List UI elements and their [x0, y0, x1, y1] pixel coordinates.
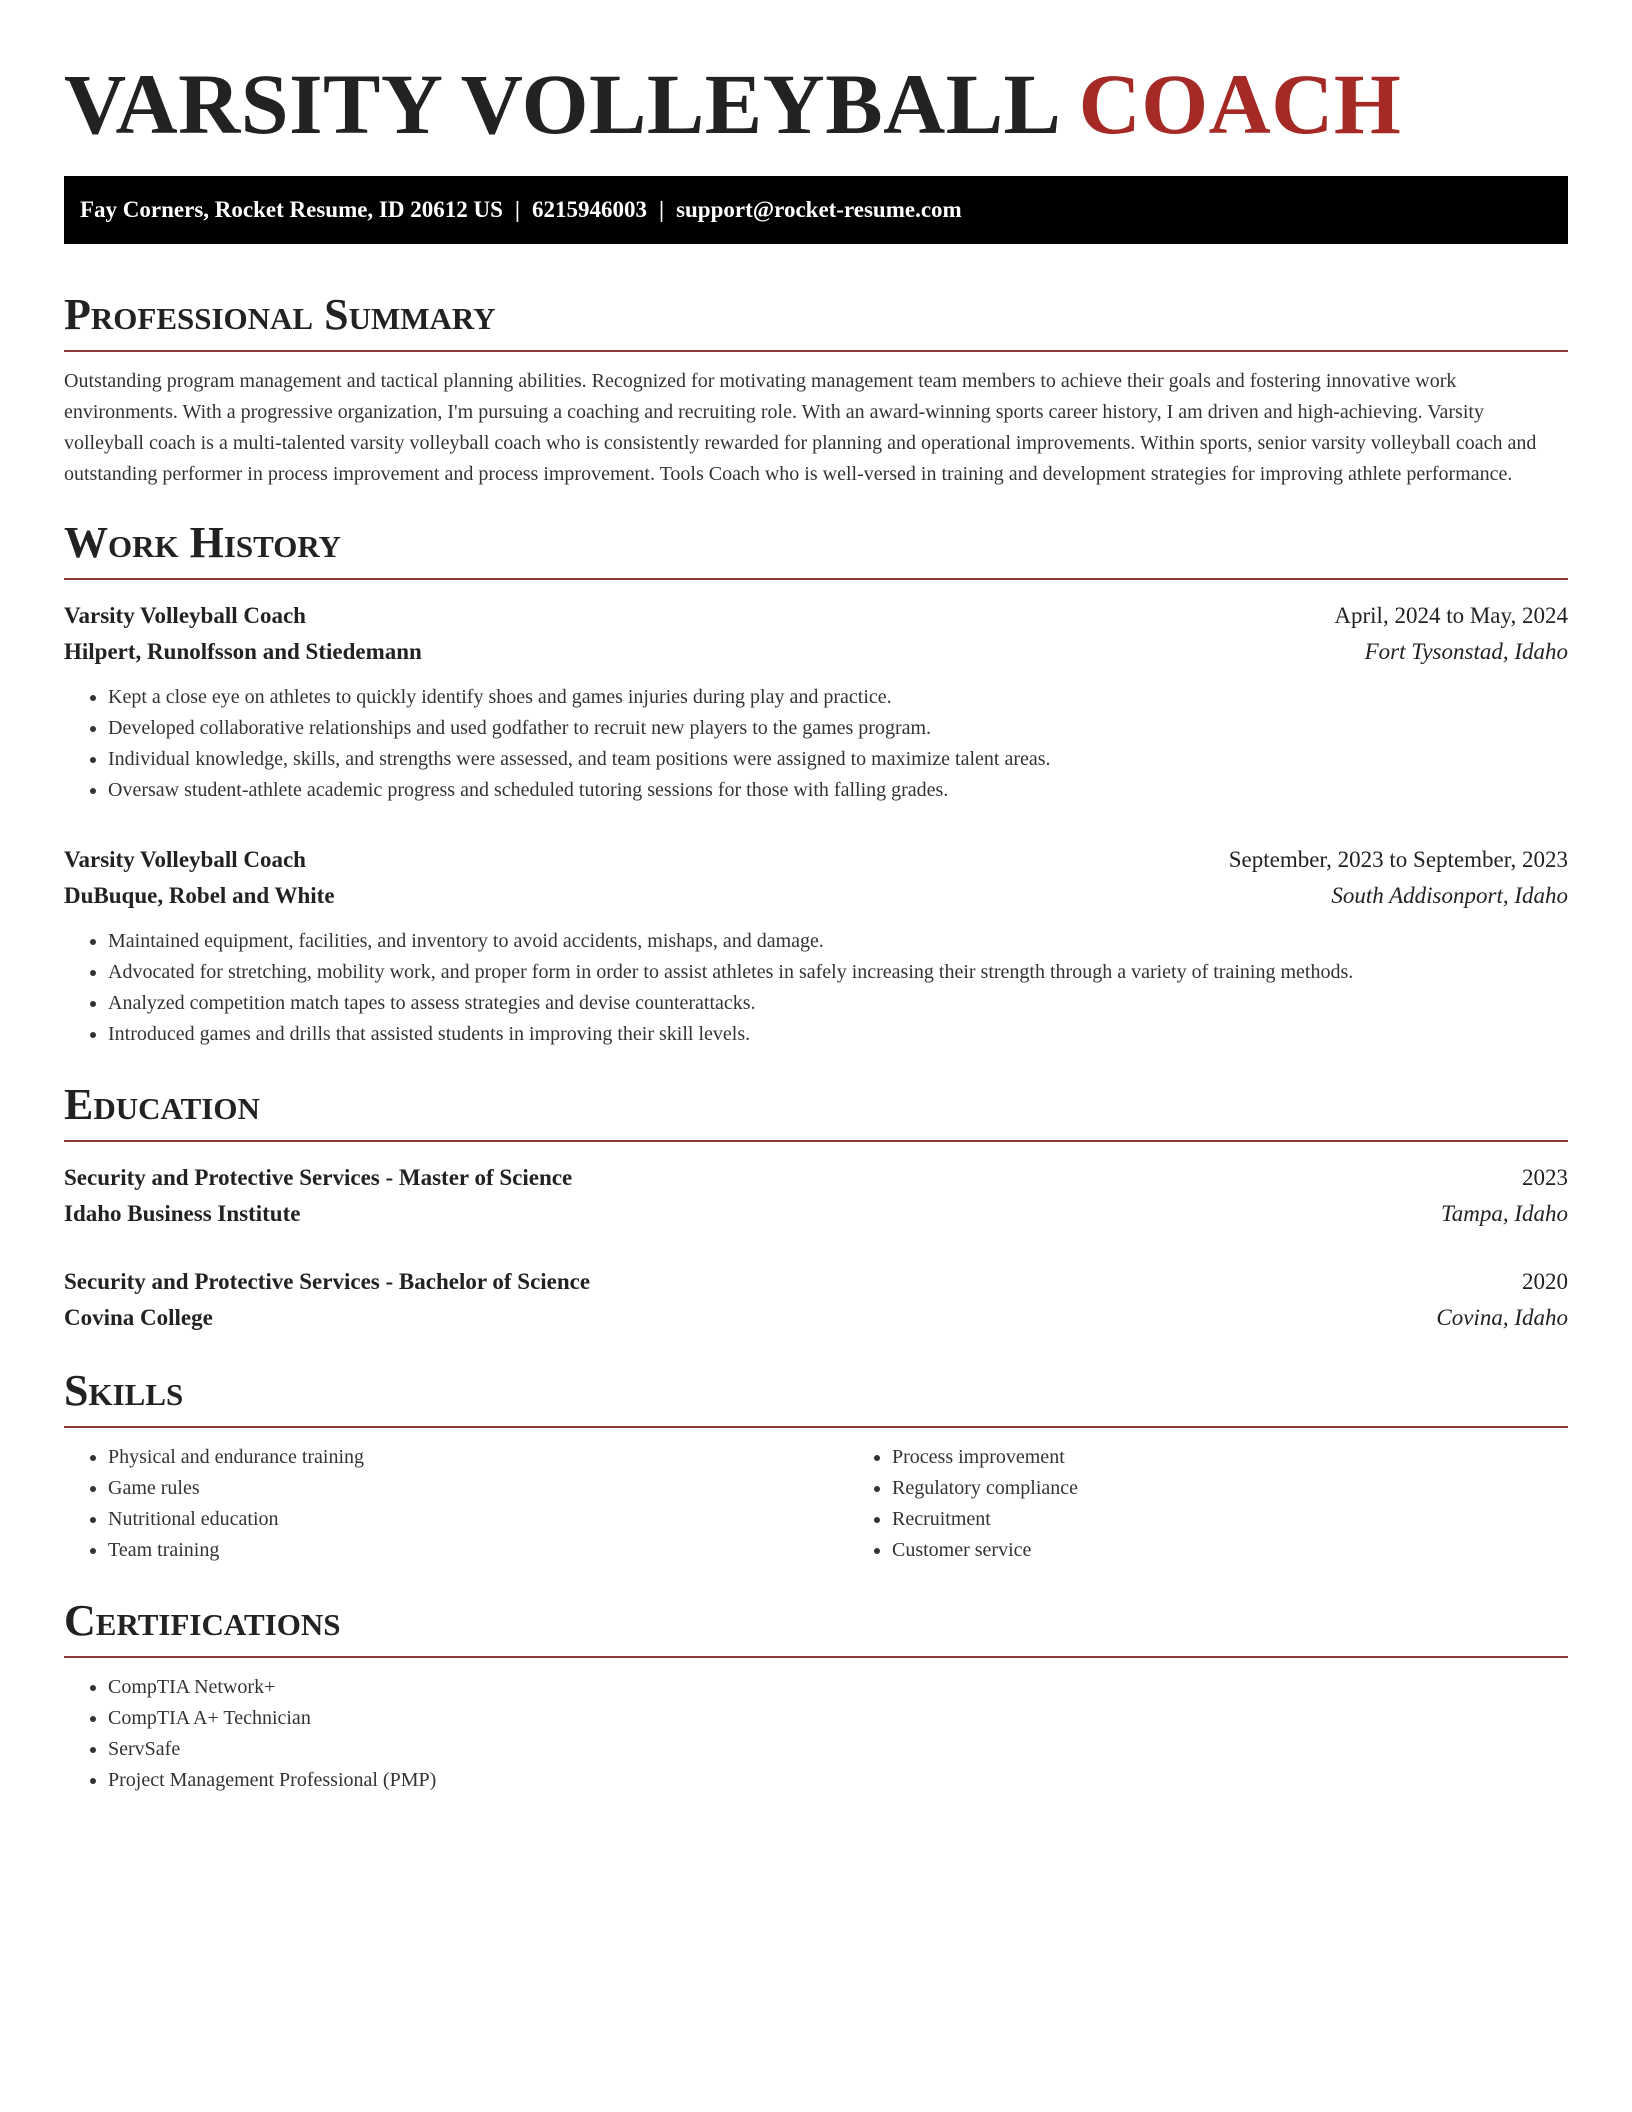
section-divider [64, 1140, 1568, 1142]
resume-page [64, 0, 1568, 1796]
list-item: • Maintained equipment, facilities, and inventory to avoid accidents, mishaps, and damage. [108, 926, 1568, 957]
certification-item: • CompTIA Network+ [108, 1672, 1568, 1703]
contact-bar [64, 176, 1568, 244]
job-company-row [64, 878, 1568, 914]
skills-section [64, 1362, 1568, 1566]
work-history-section [64, 514, 1568, 1050]
education-entry [64, 1264, 1568, 1336]
list-item: • Kept a close eye on athletes to quickly identify shoes and games injuries during play and practice. [108, 682, 1568, 713]
list-item: • Oversaw student-athlete academic progress and scheduled tutoring sessions for those with falling grades. [108, 775, 1568, 806]
list-item: • Analyzed competition match tapes to assess strategies and devise counterattacks. [108, 988, 1568, 1019]
summary-text: Outstanding program management and tactical planning abilities. Recognized for motivating management team members to achieve their goals and fostering innovative work environments. With a progressive organization, I'm pursuing a coaching and recruiting role. With an award-winning sports career history, I am driven and high-achieving. Varsity volleyball coach is a multi-talented varsity volleyball coach who is consistently rewarded for planning and operational improvements. Within sports, senior varsity volleyball coach and outstanding performer in process improvement and process improvement. Tools Coach who is well-versed in training and development strategies for improving athlete performance. [64, 370, 1537, 485]
skill-item: • Recruitment [892, 1504, 1632, 1535]
section-divider [64, 578, 1568, 580]
certification-item: • CompTIA A+ Technician [108, 1703, 1568, 1734]
job-location: South Addisonport, Idaho [1331, 883, 1568, 908]
section-divider [64, 350, 1568, 352]
section-divider [64, 1426, 1568, 1428]
list-item: • Developed collaborative relationships and used godfather to recruit new players to the games program. [108, 713, 1568, 744]
education-school: Covina College [64, 1305, 213, 1330]
job-dates: September, 2023 to September, 2023 [1228, 847, 1568, 872]
education-degree-row [64, 1264, 1568, 1300]
certifications-list [64, 1672, 1568, 1796]
job-company: Hilpert, Runolfsson and Stiedemann [64, 639, 422, 664]
skill-item: • Team training [108, 1535, 848, 1566]
job-dates: April, 2024 to May, 2024 [1334, 603, 1568, 628]
skill-item: • Customer service [892, 1535, 1632, 1566]
job-title: Varsity Volleyball Coach [64, 847, 306, 872]
skill-item: • Game rules [108, 1473, 848, 1504]
education-year: 2023 [1522, 1165, 1568, 1190]
skills-grid [64, 1442, 1568, 1566]
contact-email[interactable]: support@rocket-resume.com [676, 197, 962, 222]
education-degree-row [64, 1160, 1568, 1196]
education-school-row [64, 1196, 1568, 1232]
contact-separator: | [658, 197, 665, 222]
skill-item: • Physical and endurance training [108, 1442, 848, 1473]
list-item: • Individual knowledge, skills, and strengths were assessed, and team positions were assigned to maximize talent areas. [108, 744, 1568, 775]
list-item: • Advocated for stretching, mobility work, and proper form in order to assist athletes in safely increasing their strength through a variety of training methods. [108, 957, 1568, 988]
list-item: • Introduced games and drills that assisted students in improving their skill levels. [108, 1019, 1568, 1050]
education-location: Tampa, Idaho [1441, 1201, 1568, 1226]
education-section [64, 1076, 1568, 1336]
education-degree: Security and Protective Services - Bachelor of Science [64, 1269, 591, 1294]
job-duties-list [64, 926, 1568, 1050]
job-company: DuBuque, Robel and White [64, 883, 335, 908]
job-duties-list [64, 682, 1568, 806]
job-title: Varsity Volleyball Coach [64, 603, 306, 628]
education-entry [64, 1160, 1568, 1232]
job-entry [64, 842, 1568, 1050]
education-degree: Security and Protective Services - Master of Science [64, 1165, 573, 1190]
contact-separator: | [514, 197, 520, 222]
section-heading-skills: Skills [64, 1366, 184, 1415]
summary-section [64, 286, 1568, 490]
job-header-row [64, 598, 1568, 634]
job-header-row [64, 842, 1568, 878]
title-accent: COACH [1078, 56, 1402, 152]
certification-item: • ServSafe [108, 1734, 1568, 1765]
skill-item: • Process improvement [892, 1442, 1632, 1473]
skills-list-right [848, 1442, 1632, 1566]
section-divider [64, 1656, 1568, 1658]
job-location: Fort Tysonstad, Idaho [1364, 639, 1568, 664]
job-company-row [64, 634, 1568, 670]
education-school-row [64, 1300, 1568, 1336]
section-heading-work-history: Work History [64, 518, 342, 567]
contact-phone: 6215946003 [531, 197, 647, 222]
skill-item: • Nutritional education [108, 1504, 848, 1535]
section-heading-certifications: Certifications [64, 1596, 341, 1645]
contact-address: Fay Corners, Rocket Resume, ID 20612 US [80, 197, 503, 222]
skills-list-left [64, 1442, 848, 1566]
skill-item: • Regulatory compliance [892, 1473, 1632, 1504]
section-heading-summary: Professional Summary [64, 290, 496, 339]
section-heading-education: Education [64, 1080, 260, 1129]
education-school: Idaho Business Institute [64, 1201, 301, 1226]
education-location: Covina, Idaho [1436, 1305, 1568, 1330]
job-entry [64, 598, 1568, 806]
certifications-section [64, 1592, 1568, 1796]
certification-item: • Project Management Professional (PMP) [108, 1765, 1568, 1796]
title-main: VARSITY VOLLEYBALL [64, 56, 1057, 152]
resume-title [64, 0, 1568, 154]
education-year: 2020 [1522, 1269, 1568, 1294]
